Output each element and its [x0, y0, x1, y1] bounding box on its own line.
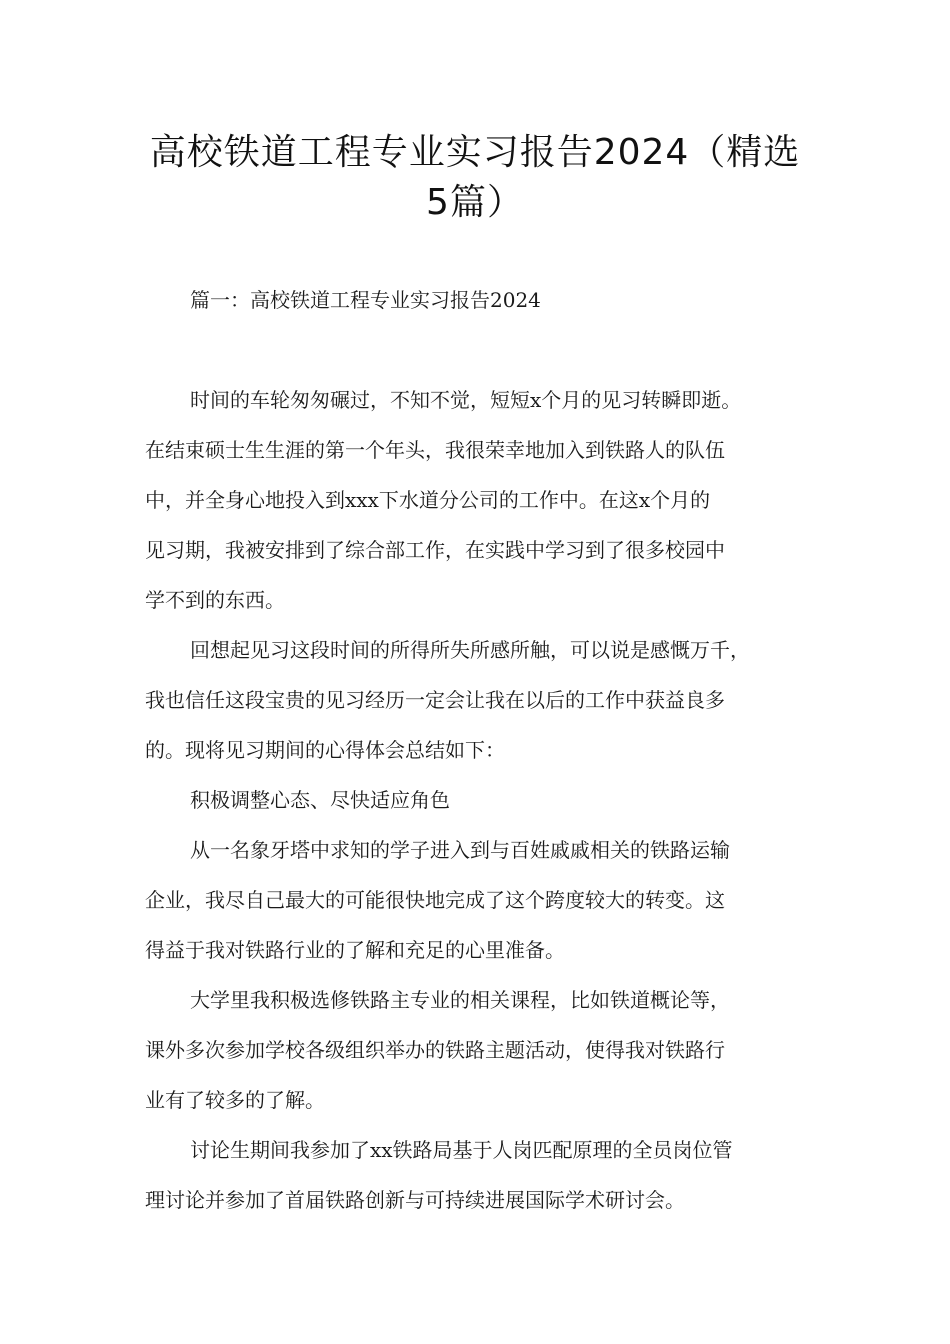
text-line: 在结束硕士生生涯的第一个年头，我很荣幸地加入到铁路人的队伍	[145, 438, 725, 462]
section-heading: 篇一：高校铁道工程专业实习报告2024	[190, 288, 541, 312]
text-line: 见习期，我被安排到了综合部工作，在实践中学习到了很多校园中	[145, 538, 725, 562]
document-title-line: 高校铁道工程专业实习报告2024（精选	[149, 132, 801, 173]
document-title	[120, 128, 830, 228]
text-line: 课外多次参加学校各级组织举办的铁路主题活动，使得我对铁路行	[145, 1038, 725, 1062]
paragraph	[145, 983, 830, 1133]
text-line: 积极调整心态、尽快适应角色	[190, 788, 450, 812]
text-line: 我也信任这段宝贵的见习经历一定会让我在以后的工作中获益良多	[145, 688, 725, 712]
text-line: 的。现将见习期间的心得体会总结如下：	[145, 738, 505, 762]
text-line: 时间的车轮匆匆碾过，不知不觉，短短x个月的见习转瞬即逝。	[190, 388, 742, 412]
text-line: 企业，我尽自己最大的可能很快地完成了这个跨度较大的转变。这	[145, 888, 725, 912]
text-line: 中，并全身心地投入到xxx下水道分公司的工作中。在这x个月的	[145, 488, 711, 512]
text-line: 理讨论并参加了首届铁路创新与可持续进展国际学术研讨会。	[145, 1188, 685, 1212]
text-line: 讨论生期间我参加了xx铁路局基于人岗匹配原理的全员岗位管	[190, 1138, 733, 1162]
paragraph	[145, 383, 830, 633]
paragraph	[145, 833, 830, 983]
paragraph	[145, 633, 830, 783]
text-line: 得益于我对铁路行业的了解和充足的心里准备。	[145, 938, 565, 962]
text-line: 学不到的东西。	[145, 588, 285, 612]
subheading-paragraph	[145, 783, 830, 833]
text-line: 业有了较多的了解。	[145, 1088, 325, 1112]
text-line: 回想起见习这段时间的所得所失所感所触，可以说是感慨万千，	[190, 638, 750, 662]
document-title-line: 5篇）	[426, 182, 524, 223]
document-body	[145, 383, 830, 1233]
text-line: 大学里我积极选修铁路主专业的相关课程，比如铁道概论等，	[190, 988, 730, 1012]
text-line: 从一名象牙塔中求知的学子进入到与百姓戚戚相关的铁路运输	[190, 838, 730, 862]
paragraph	[145, 1133, 830, 1233]
